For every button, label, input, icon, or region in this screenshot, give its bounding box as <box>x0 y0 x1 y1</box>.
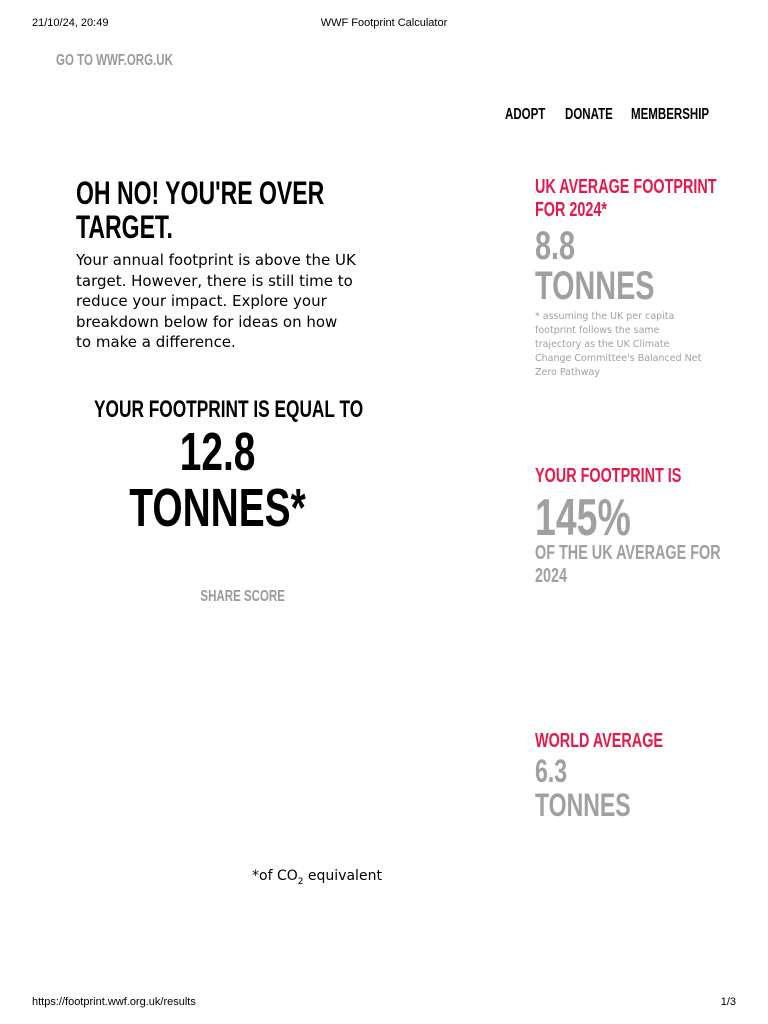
share-score-button[interactable]: SHARE SCORE <box>200 588 285 605</box>
uk-average-value-text: 8.8 <box>535 224 576 268</box>
co2-subscript: 2 <box>297 876 304 887</box>
footprint-unit <box>0 480 436 536</box>
world-average-unit: TONNES <box>535 787 631 823</box>
nav-donate-link[interactable]: DONATE <box>565 106 613 123</box>
your-footprint-sub-line-2: 2024 <box>535 565 568 587</box>
print-footer <box>0 996 768 1012</box>
world-average-value-text: 6.3 <box>535 753 568 789</box>
nav-membership-link[interactable]: MEMBERSHIP <box>631 106 710 123</box>
uk-average-label <box>535 176 717 222</box>
uk-average-unit: TONNES <box>535 264 655 308</box>
print-page-number: 1/3 <box>720 996 736 1008</box>
co2-prefix: *of CO <box>252 868 298 884</box>
your-footprint-label: YOUR FOOTPRINT IS <box>535 465 682 487</box>
your-footprint-percentage: 145% <box>535 489 631 547</box>
co2-footnote <box>252 868 382 887</box>
your-footprint-sub-line-1: OF THE UK AVERAGE FOR <box>535 542 721 564</box>
uk-average-footnote: * assuming the UK per capita footprint follows the same trajectory as the UK Climate Change Committee's Balanced Net Zero Pathway <box>535 311 702 378</box>
print-header <box>0 17 768 33</box>
print-datetime: 21/10/24, 20:49 <box>32 17 109 29</box>
result-headline <box>76 176 335 244</box>
footprint-value-text: 12.8 <box>180 422 256 482</box>
headline-line-1: OH NO! YOU'RE OVER <box>76 175 325 211</box>
result-intro-text: Your annual footprint is above the UK target. However, there is still time to reduce your impact. Explore your breakdown below for ideas on how to make a difference. <box>76 251 356 351</box>
uk-average-label-line-2: FOR 2024* <box>535 199 608 221</box>
world-average-label: WORLD AVERAGE <box>535 730 664 752</box>
your-footprint-sub <box>535 542 721 588</box>
footprint-equal-label: YOUR FOOTPRINT IS EQUAL TO <box>94 396 364 423</box>
headline-line-2: TARGET. <box>76 209 173 245</box>
uk-average-label-line-1: UK AVERAGE FOOTPRINT <box>535 176 717 198</box>
print-url: https://footprint.wwf.org.uk/results <box>32 996 196 1008</box>
goto-wwf-link[interactable]: GO TO WWF.ORG.UK <box>56 52 173 69</box>
footprint-unit-text: TONNES* <box>129 478 307 538</box>
footprint-value <box>0 424 436 480</box>
world-average-value <box>535 754 631 822</box>
nav-adopt-link[interactable]: ADOPT <box>505 106 546 123</box>
top-nav <box>505 106 725 128</box>
uk-average-value <box>535 226 654 306</box>
co2-suffix: equivalent <box>303 868 382 884</box>
print-document-title: WWF Footprint Calculator <box>320 17 448 29</box>
